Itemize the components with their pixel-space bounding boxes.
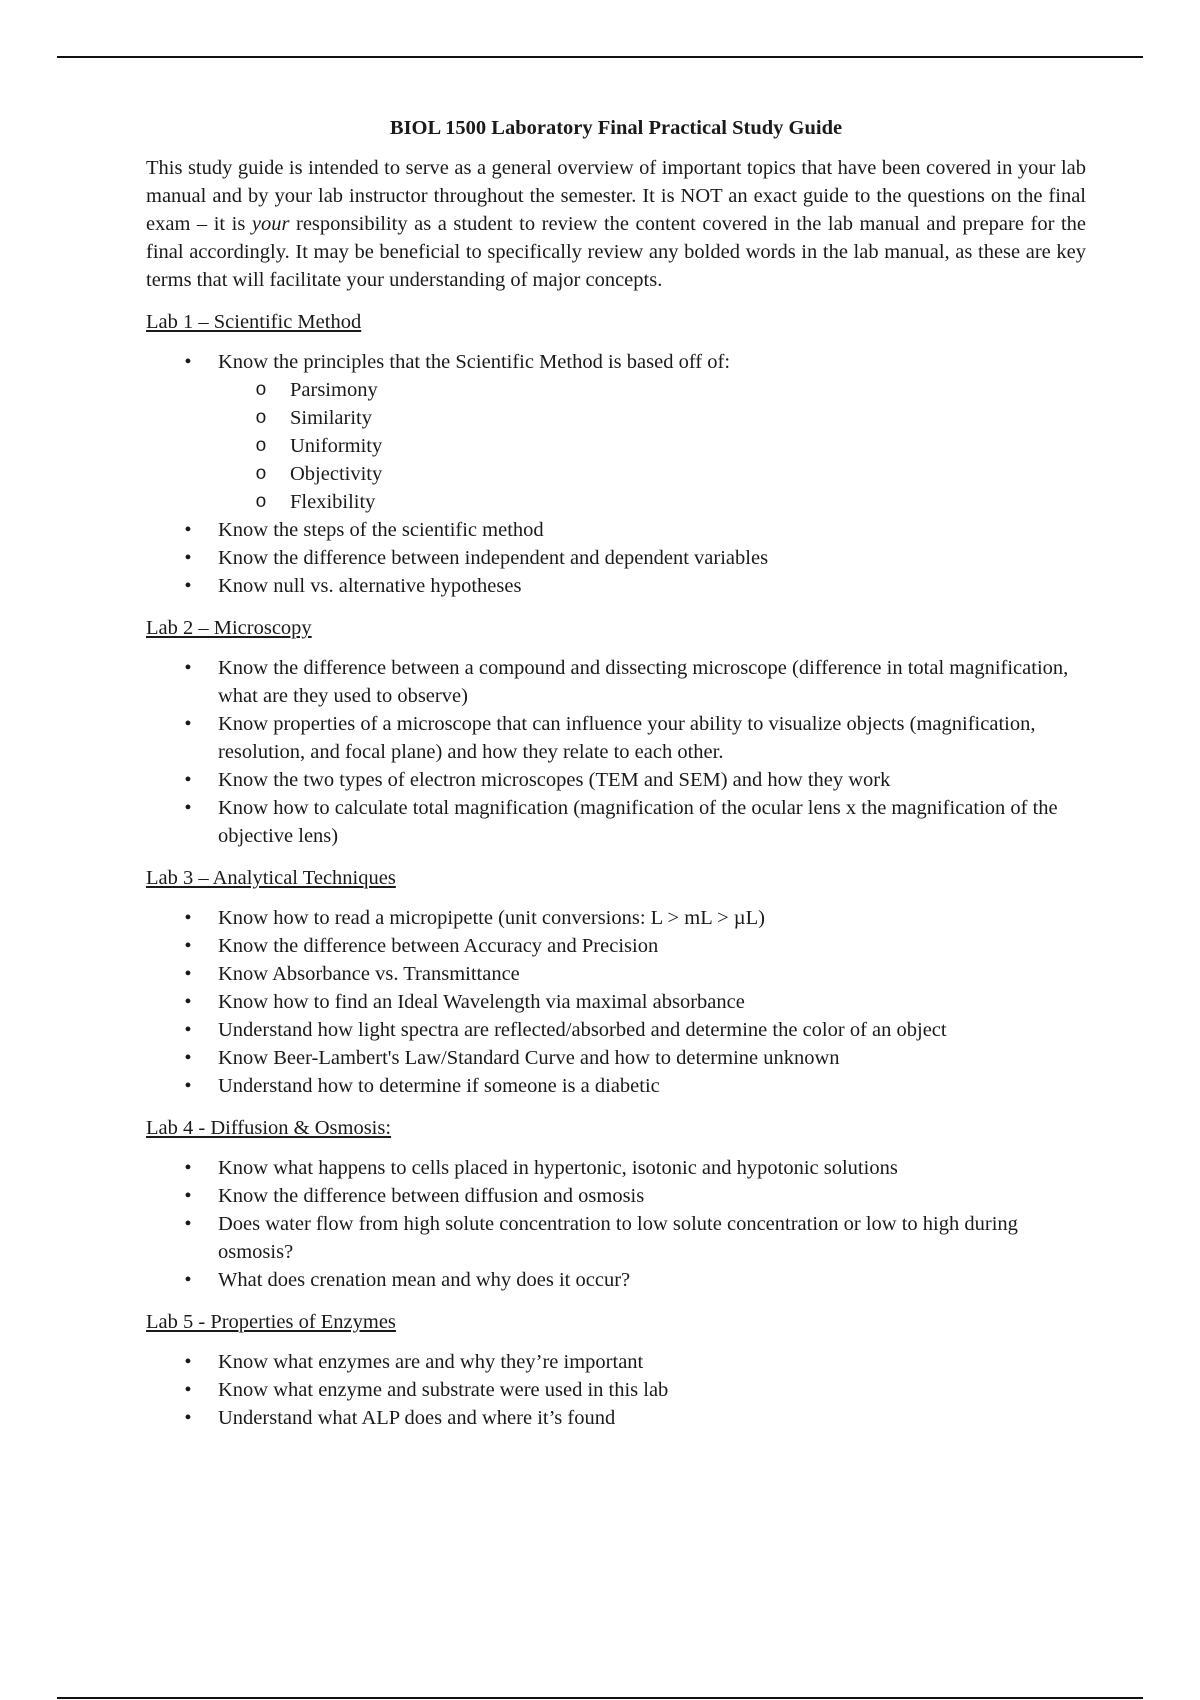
list-item [184,766,1086,794]
list-item [184,572,1086,600]
sub-bullet-icon: o [255,435,267,457]
bullet-icon: • [184,657,192,679]
bullet-list [146,348,1086,600]
sub-bullet-icon: o [255,491,267,513]
bullet-icon: • [184,907,192,929]
sub-list-item-text: Parsimony [290,379,378,401]
intro-paragraph [146,154,1086,294]
bullet-icon: • [184,963,192,985]
sub-list-item [255,432,1086,460]
section-lab-3 [146,864,1086,1100]
list-item-text: What does crenation mean and why does it occur? [218,1269,631,1291]
section-lab-5 [146,1308,1086,1432]
bullet-icon: • [184,1185,192,1207]
list-item-text: Know the steps of the scientific method [218,519,544,541]
sub-bullet-icon: o [255,379,267,401]
sub-list [218,376,1086,516]
list-item [184,1348,1086,1376]
bullet-icon: • [184,1213,192,1235]
list-item-text: Understand what ALP does and where it’s found [218,1407,616,1429]
list-item [184,932,1086,960]
intro-text-part2: responsibility as a student to review the content covered in the lab manual and prepare for the final accordingly. It may be beneficial to specifically review any bolded words in the lab manual, as these are key terms that will facilitate your understanding of major concepts. [146,213,1086,291]
list-item [184,1376,1086,1404]
bottom-rule [57,1697,1143,1699]
sub-list-item [255,404,1086,432]
sub-list-item-text: Similarity [290,407,372,429]
list-item [184,710,1086,766]
list-item [184,1210,1086,1266]
sub-list-item [255,460,1086,488]
section-heading: Lab 3 – Analytical Techniques [146,867,396,889]
list-item-text: Know the two types of electron microscopes (TEM and SEM) and how they work [218,769,891,791]
top-rule [57,56,1143,58]
bullet-icon: • [184,1019,192,1041]
list-item-text: Know how to read a micropipette (unit conversions: L > mL > µL) [218,907,765,929]
list-item [184,960,1086,988]
bullet-list [146,1348,1086,1432]
bullet-icon: • [184,1075,192,1097]
bullet-icon: • [184,1351,192,1373]
section-lab-1 [146,308,1086,600]
sub-bullet-icon: o [255,407,267,429]
bullet-icon: • [184,575,192,597]
list-item [184,654,1086,710]
list-item-text: Know Beer-Lambert's Law/Standard Curve and how to determine unknown [218,1047,840,1069]
bullet-icon: • [184,991,192,1013]
bullet-icon: • [184,935,192,957]
list-item-text: Know null vs. alternative hypotheses [218,575,522,597]
bullet-icon: • [184,1407,192,1429]
bullet-list [146,654,1086,850]
document-body [146,114,1086,1446]
section-heading: Lab 2 – Microscopy [146,617,312,639]
list-item [184,1182,1086,1210]
list-item [184,544,1086,572]
bullet-icon: • [184,797,192,819]
list-item-text: Know the difference between Accuracy and Precision [218,935,659,957]
list-item [184,348,1086,516]
list-item-text: Know the difference between a compound and dissecting microscope (difference in total magnification, what are they used to observe) [218,657,1069,707]
bullet-icon: • [184,1047,192,1069]
list-item-text: Know the difference between diffusion and osmosis [218,1185,645,1207]
list-item [184,794,1086,850]
list-item [184,1266,1086,1294]
list-item [184,1044,1086,1072]
sub-bullet-icon: o [255,463,267,485]
list-item [184,1154,1086,1182]
list-item-text: Know how to calculate total magnification (magnification of the ocular lens x the magnification of the objective lens) [218,797,1058,847]
sub-list-item [255,488,1086,516]
bullet-icon: • [184,713,192,735]
sub-list-item-text: Flexibility [290,491,376,513]
section-heading: Lab 5 - Properties of Enzymes [146,1311,396,1333]
list-item [184,988,1086,1016]
bullet-icon: • [184,1157,192,1179]
list-item-text: Know how to find an Ideal Wavelength via maximal absorbance [218,991,745,1013]
list-item [184,1072,1086,1100]
bullet-icon: • [184,351,192,373]
section-lab-4 [146,1114,1086,1294]
sub-list-item [255,376,1086,404]
bullet-icon: • [184,1379,192,1401]
bullet-list [146,1154,1086,1294]
intro-emphasis: your [251,213,290,235]
list-item-text: Know the difference between independent and dependent variables [218,547,769,569]
bullet-icon: • [184,547,192,569]
list-item-text: Understand how light spectra are reflected/absorbed and determine the color of an object [218,1019,947,1041]
bullet-icon: • [184,519,192,541]
bullet-icon: • [184,769,192,791]
bullet-list [146,904,1086,1100]
list-item [184,1404,1086,1432]
list-item-text: Know properties of a microscope that can influence your ability to visualize objects (magnification, resolution, and focal plane) and how they relate to each other. [218,713,1036,763]
bullet-icon: • [184,1269,192,1291]
list-item [184,516,1086,544]
sub-list-item-text: Uniformity [290,435,383,457]
section-heading: Lab 4 - Diffusion & Osmosis: [146,1117,392,1139]
list-item [184,904,1086,932]
document-title: BIOL 1500 Laboratory Final Practical Study Guide [389,117,843,139]
list-item-text: Know what enzyme and substrate were used in this lab [218,1379,669,1401]
list-item-text: Does water flow from high solute concentration to low solute concentration or low to high during osmosis? [218,1213,1018,1263]
list-item-text: Know what happens to cells placed in hypertonic, isotonic and hypotonic solutions [218,1157,898,1179]
list-item [184,1016,1086,1044]
list-item-text: Know what enzymes are and why they’re important [218,1351,644,1373]
list-item-text: Know Absorbance vs. Transmittance [218,963,520,985]
section-lab-2 [146,614,1086,850]
list-item-text: Know the principles that the Scientific Method is based off of: [218,351,731,373]
section-heading: Lab 1 – Scientific Method [146,311,362,333]
intro-text-part1: This study guide is intended to serve as a general overview of important topics that have been covered in your lab manual and by your lab instructor throughout the semester. It is NOT an exact guide to the questions on the final exam – it is [146,157,1086,235]
list-item-text: Understand how to determine if someone is a diabetic [218,1075,660,1097]
sub-list-item-text: Objectivity [290,463,383,485]
